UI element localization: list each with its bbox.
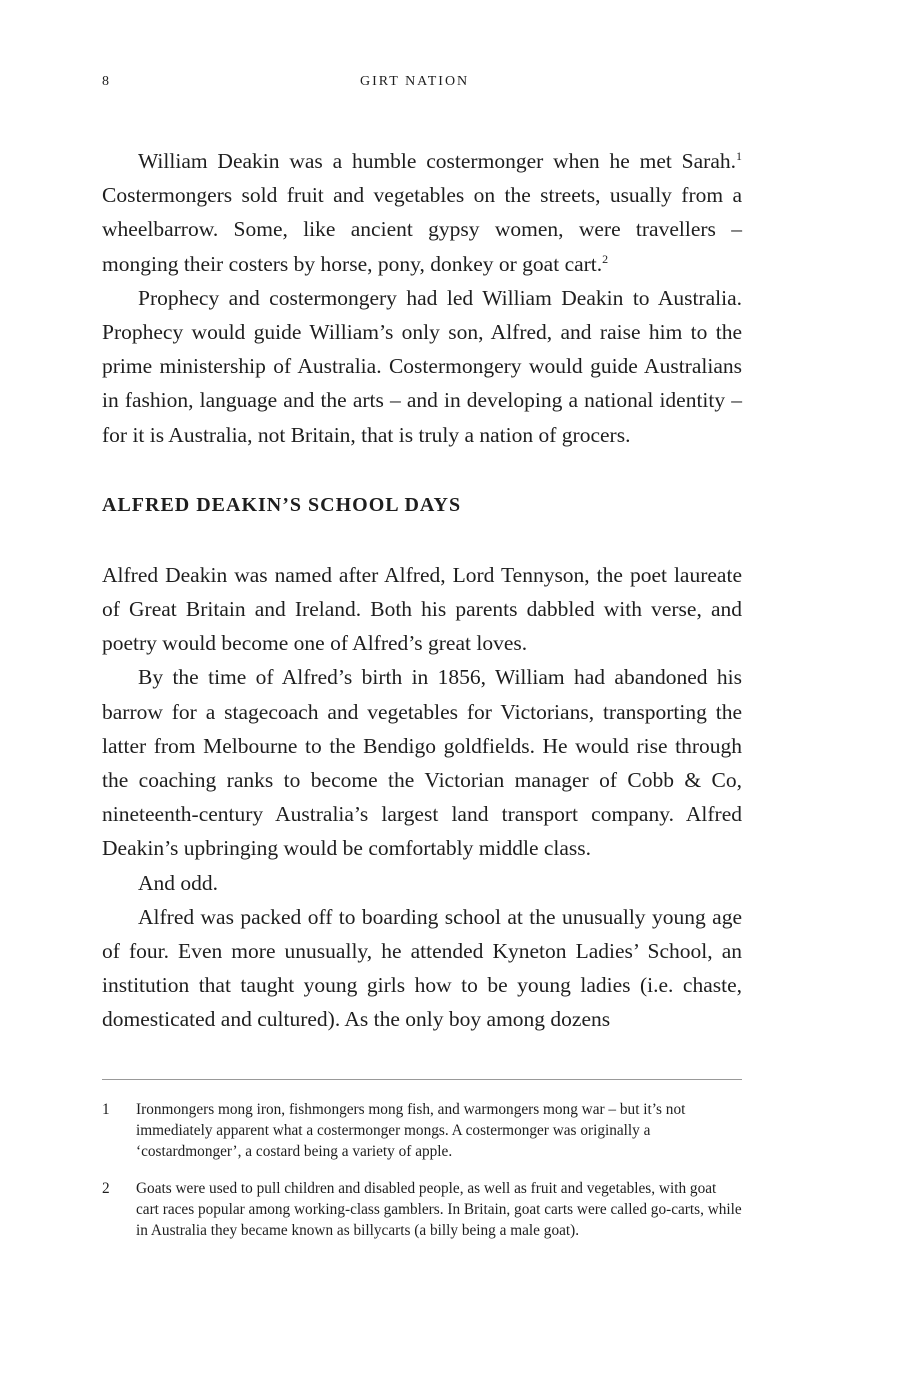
footnotes [102,1099,742,1257]
page-number: 8 [102,74,111,89]
body-paragraph: Prophecy and costermongery had led William Deakin to Australia. Prophecy would guide William’s only son, Alfred, and raise him to the prime ministership of Australia. Costermongery would guide Australians in fashion, language and the arts – and in developing a national identity – for it is Australia, not Britain, that is truly a nation of grocers. [102,285,742,447]
main-text [102,144,742,1037]
body-paragraph [102,144,742,281]
footnote-reference: 2 [602,251,609,266]
body-paragraph: And odd. [138,870,219,895]
footnote-text: Ironmongers mong iron, fishmongers mong fish, and warmongers mong war – but it’s not immediately apparent what a costermonger mongs. A costermonger was originally a ‘costardmonger’, a costard being a variety of apple. [136,1101,686,1160]
body-paragraph: By the time of Alfred’s birth in 1856, William had abandoned his barrow for a stagecoach and vegetables for Victorians, transporting the latter from Melbourne to the Bendigo goldfields. He would rise through the coaching ranks to become the Victorian manager of Cobb & Co, nineteenth-century Australia’s largest land transport company. Alfred Deakin’s upbringing would be comfortably middle class. [102,665,742,861]
body-paragraph: Alfred Deakin was named after Alfred, Lord Tennyson, the poet laureate of Great Britain and Ireland. Both his parents dabbled with verse, and poetry would become one of Alfred’s great loves. [102,562,742,656]
section-heading: ALFRED DEAKIN’S SCHOOL DAYS [102,493,462,516]
running-head [0,74,900,94]
paragraph-text: Costermongers sold fruit and vegetables on the streets, usually from a wheelbarrow. Some, like ancient gypsy women, were travellers – monging their costers by horse, pony, donkey or goat cart. [102,183,742,276]
footnote [102,1099,742,1162]
paragraph-text: William Deakin was a humble costermonger when he met Sarah. [138,149,736,173]
footnote-number: 1 [102,1101,110,1118]
footnote-number: 2 [102,1180,110,1197]
footnote-reference: 1 [736,148,742,163]
footnote-text: Goats were used to pull children and disabled people, as well as fruit and vegetables, with goat cart races popular among working-class gamblers. In Britain, goat carts were called go-carts, while in Australia they became known as billycarts (a billy being a male goat). [136,1180,742,1239]
footnote [102,1178,742,1241]
body-paragraph: Alfred was packed off to boarding school at the unusually young age of four. Even more unusually, he attended Kyneton Ladies’ School, an institution that taught young girls how to be young ladies (i.e. chaste, domesticated and cultured). As the only boy among dozens [102,904,742,1032]
running-title: GIRT NATION [360,74,470,89]
footnote-divider [102,1079,742,1080]
